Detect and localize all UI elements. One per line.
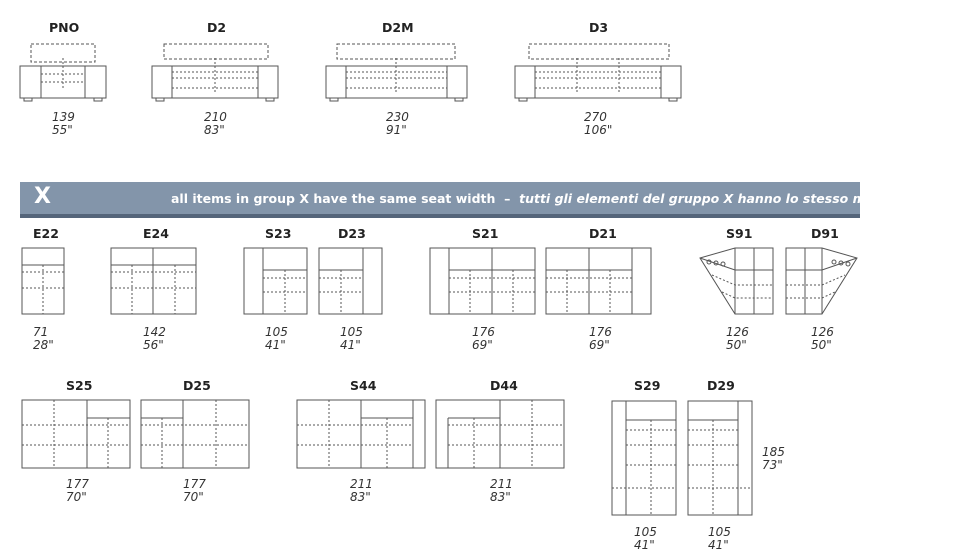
d23-drawing xyxy=(319,248,382,314)
d2-drawing xyxy=(152,44,278,101)
dim-s23-in: 41" xyxy=(265,338,286,352)
dim-d25-in: 70" xyxy=(183,490,204,504)
dim-d21-in: 69" xyxy=(589,338,610,352)
pno-drawing xyxy=(20,44,106,101)
d3-drawing xyxy=(515,44,681,101)
group-banner xyxy=(20,182,975,218)
code-d44: D44 xyxy=(490,378,518,393)
banner-text-it: tutti gli elementi del gruppo X hanno lo stesso modulo di seduta xyxy=(519,191,975,206)
dim-d44-in: 83" xyxy=(490,490,511,504)
dim-e24-in: 56" xyxy=(143,338,164,352)
dim-s91-in: 50" xyxy=(726,338,747,352)
e22-drawing xyxy=(22,248,64,314)
code-d25: D25 xyxy=(183,378,211,393)
s23-drawing xyxy=(244,248,307,314)
code-d2m: D2M xyxy=(382,20,414,35)
d29-drawing xyxy=(688,401,752,515)
code-s23: S23 xyxy=(265,226,292,241)
dim-d2m-cm: 230 xyxy=(386,110,409,124)
dim-d91-in: 50" xyxy=(811,338,832,352)
dim-s21-in: 69" xyxy=(472,338,493,352)
dim-d3-in: 106" xyxy=(584,123,613,137)
dim-d3-cm: 270 xyxy=(584,110,607,124)
code-d21: D21 xyxy=(589,226,617,241)
group-letter: X xyxy=(34,184,51,209)
s44-drawing xyxy=(297,400,425,468)
dim-s23-cm: 105 xyxy=(265,325,288,339)
code-d3: D3 xyxy=(589,20,609,35)
dim-d25-cm: 177 xyxy=(183,477,206,491)
dim-s91-cm: 126 xyxy=(726,325,749,339)
dim-d23-in: 41" xyxy=(340,338,361,352)
dim-e24-cm: 142 xyxy=(143,325,166,339)
dim-s29-in: 41" xyxy=(634,538,655,552)
d91-drawing xyxy=(786,248,857,314)
code-s25: S25 xyxy=(66,378,93,393)
code-d29: D29 xyxy=(707,378,735,393)
code-d23: D23 xyxy=(338,226,366,241)
dim-d44-cm: 211 xyxy=(490,477,513,491)
d2m-drawing xyxy=(326,44,467,101)
code-d2: D2 xyxy=(207,20,227,35)
d21-drawing xyxy=(546,248,651,314)
dim-d29-cm: 105 xyxy=(708,525,731,539)
dim-d2-cm: 210 xyxy=(204,110,227,124)
dim-d91-cm: 126 xyxy=(811,325,834,339)
dim-s25-cm: 177 xyxy=(66,477,89,491)
dim-s21-cm: 176 xyxy=(472,325,495,339)
code-pno: PNO xyxy=(49,20,80,35)
dim-d2m-in: 91" xyxy=(386,123,407,137)
banner-dash: – xyxy=(504,191,511,206)
dim-depth-cm: 185 xyxy=(762,445,785,459)
code-e22: E22 xyxy=(33,226,59,241)
banner-text xyxy=(171,191,975,206)
dim-s29-cm: 105 xyxy=(634,525,657,539)
e24-drawing xyxy=(111,248,196,314)
s25-drawing xyxy=(22,400,130,468)
dim-pno-in: 55" xyxy=(52,123,73,137)
code-s44: S44 xyxy=(350,378,377,393)
code-s29: S29 xyxy=(634,378,661,393)
code-d91: D91 xyxy=(811,226,839,241)
s29-drawing xyxy=(612,401,676,515)
d44-drawing xyxy=(436,400,564,468)
dim-d23-cm: 105 xyxy=(340,325,363,339)
dim-s25-in: 70" xyxy=(66,490,87,504)
dim-e22-in: 28" xyxy=(33,338,54,352)
banner-text-en: all items in group X have the same seat width xyxy=(171,191,496,206)
s21-drawing xyxy=(430,248,535,314)
dim-d2-in: 83" xyxy=(204,123,225,137)
dim-s44-cm: 211 xyxy=(350,477,373,491)
dim-depth-in: 73" xyxy=(762,458,783,472)
code-s91: S91 xyxy=(726,226,753,241)
code-s21: S21 xyxy=(472,226,499,241)
dim-s44-in: 83" xyxy=(350,490,371,504)
s91-drawing xyxy=(700,248,773,314)
d25-drawing xyxy=(141,400,249,468)
dim-pno-cm: 139 xyxy=(52,110,75,124)
dim-e22-cm: 71 xyxy=(33,325,49,339)
dim-d29-in: 41" xyxy=(708,538,729,552)
code-e24: E24 xyxy=(143,226,169,241)
dim-d21-cm: 176 xyxy=(589,325,612,339)
